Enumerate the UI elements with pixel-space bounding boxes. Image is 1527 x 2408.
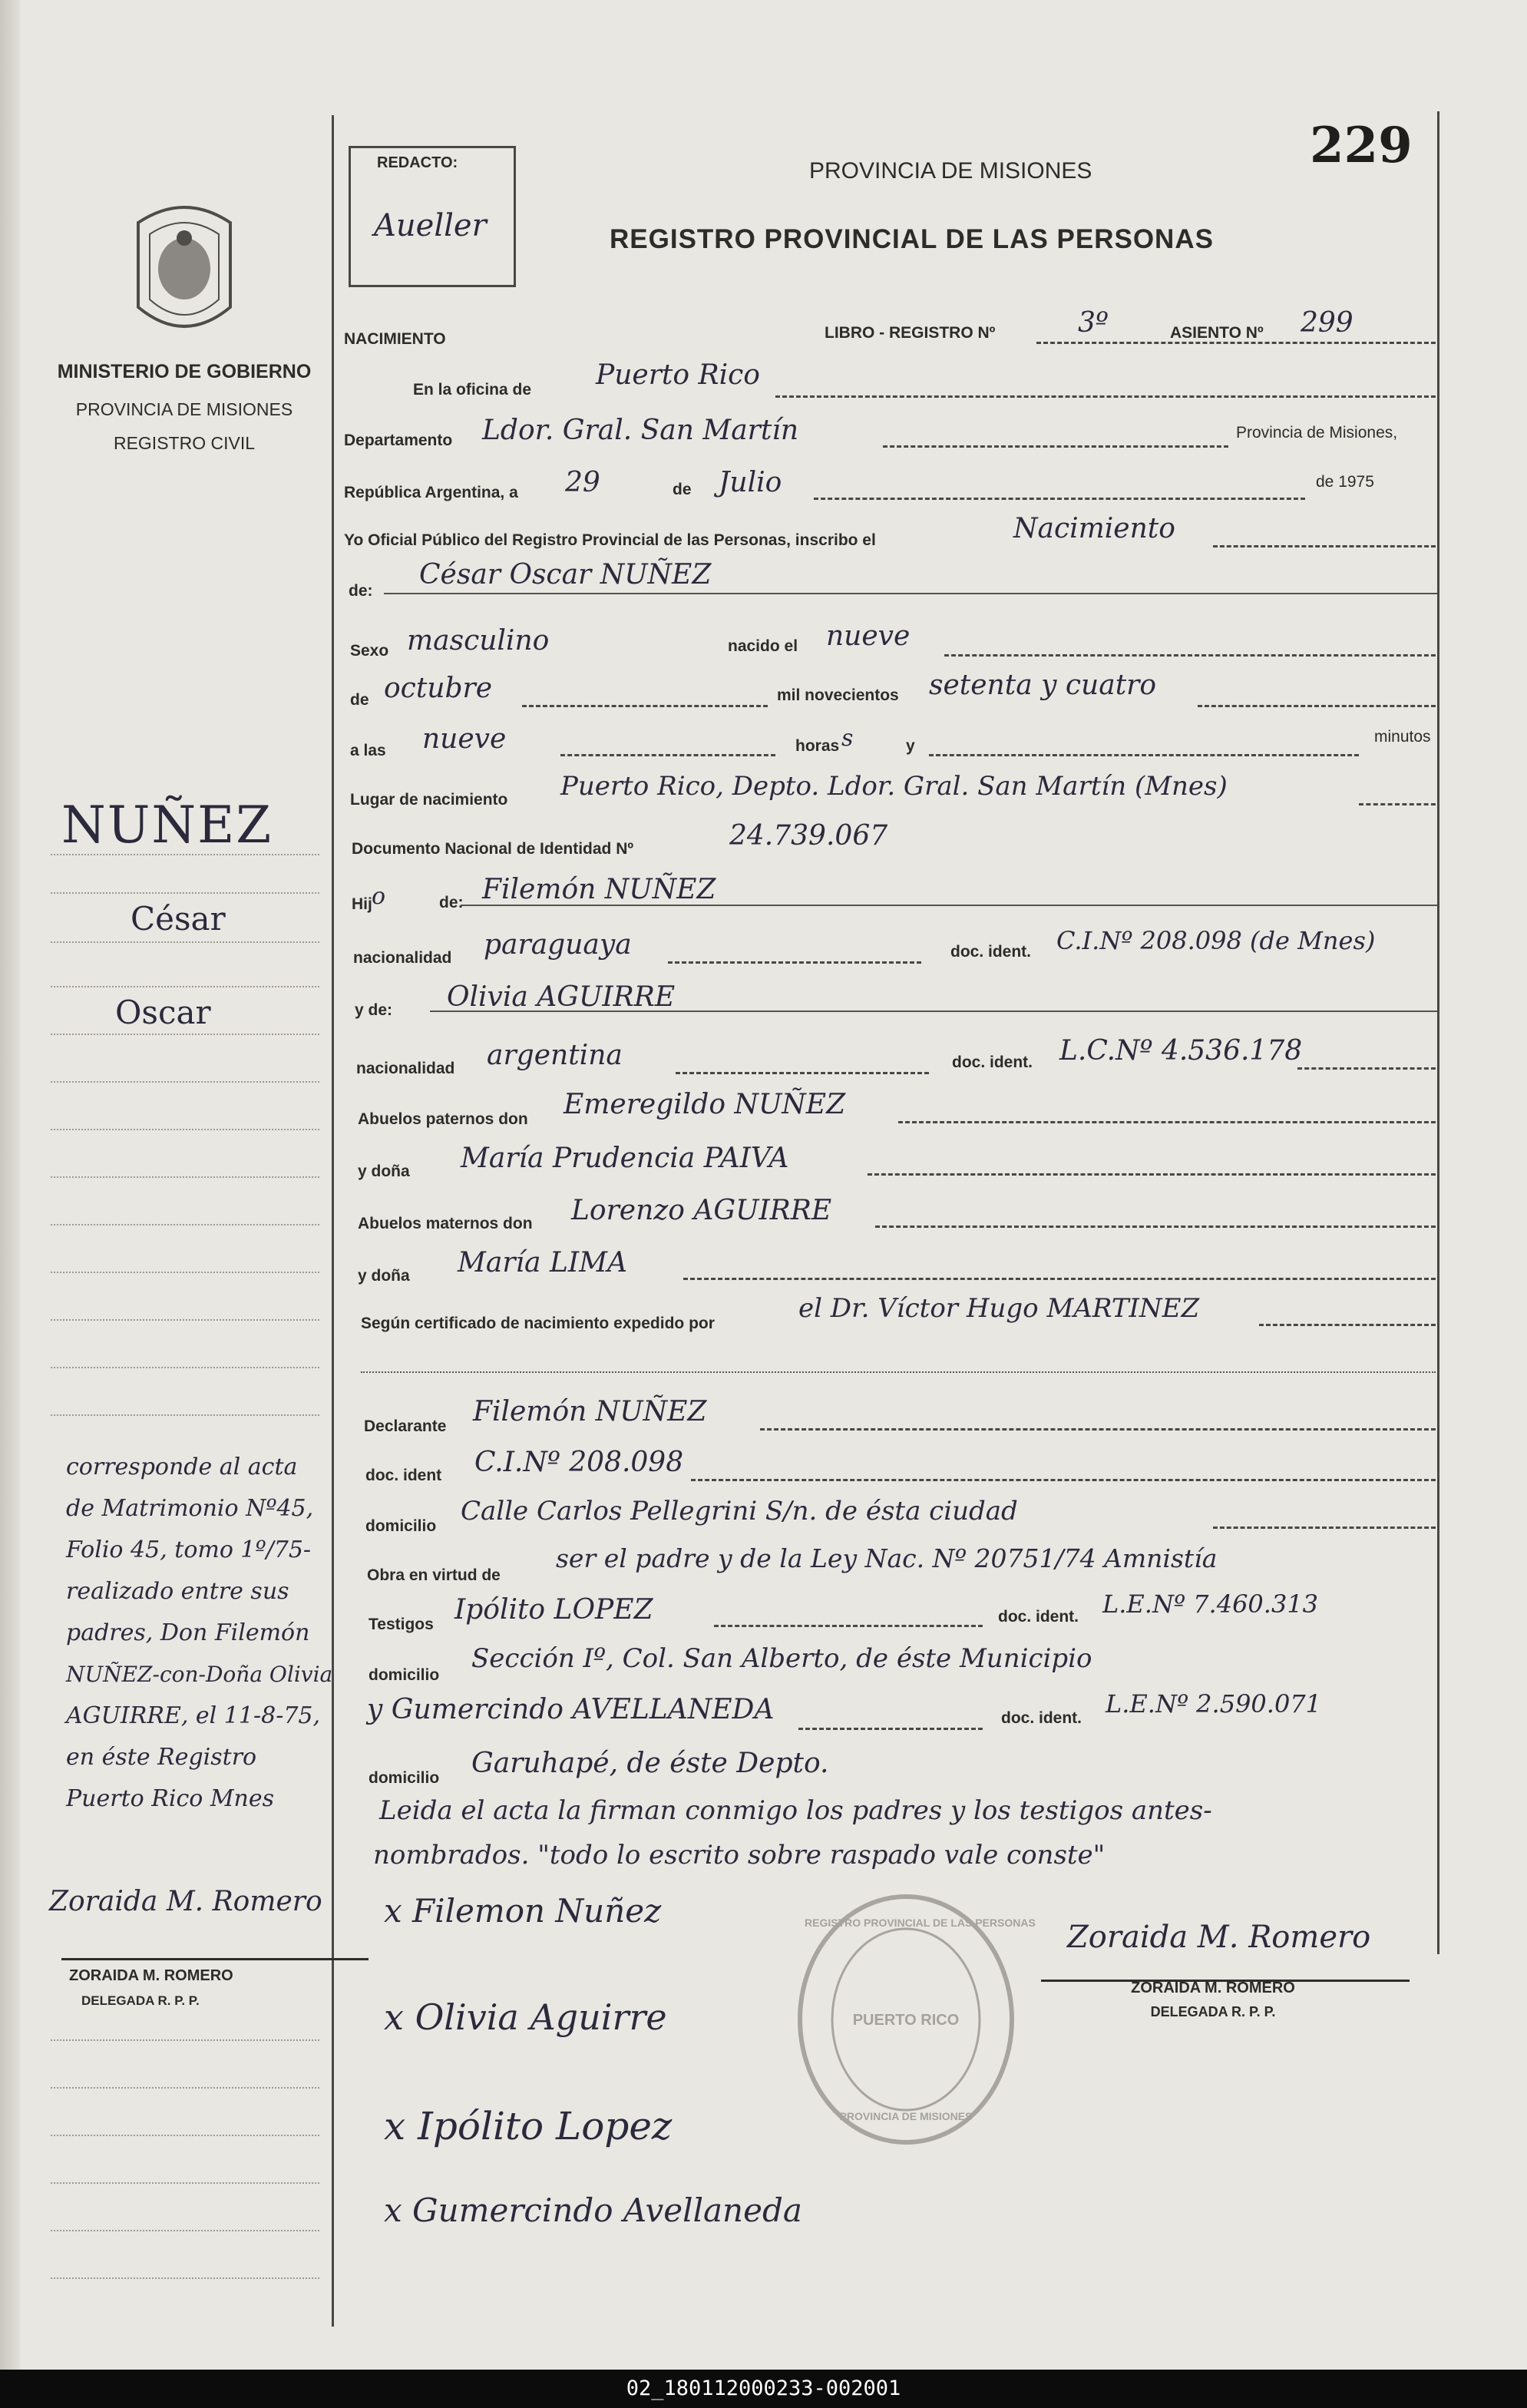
lugar-label: Lugar de nacimiento — [350, 791, 508, 809]
dotted-fill — [1297, 1067, 1436, 1070]
obra-label: Obra en virtud de — [367, 1566, 501, 1584]
y-de-label: y de: — [355, 1001, 393, 1019]
doc-ident-label: doc. ident. — [952, 1054, 1033, 1071]
margin-line — [51, 1414, 319, 1416]
margin-line — [51, 986, 319, 987]
margin-stamp-role: DELEGADA R. P. P. — [81, 1993, 200, 2008]
dotted-fill — [775, 395, 1436, 398]
margin-note-line: realizado entre sus — [66, 1578, 289, 1605]
witness2-signature: x Gumercindo Avellaneda — [384, 2191, 802, 2229]
ministry-province: PROVINCIA DE MISIONES — [75, 399, 293, 419]
margin-line — [51, 1272, 319, 1273]
official-stamp-role: DELEGADA R. P. P. — [1150, 2004, 1276, 2019]
witness1-name: Ipólito LOPEZ — [454, 1594, 653, 1626]
day-value: 29 — [565, 467, 600, 498]
birth-year-value: setenta y cuatro — [929, 670, 1157, 701]
nacido-value: nueve — [826, 620, 911, 652]
margin-line — [51, 1224, 319, 1226]
horas-label: horas — [795, 737, 840, 755]
margin-line — [51, 2182, 319, 2184]
domicilio-label: domicilio — [365, 1517, 437, 1535]
hour-value: nueve — [422, 723, 507, 755]
month-value: Julio — [719, 467, 782, 498]
dotted-fill — [1359, 803, 1436, 805]
margin-note-line: Puerto Rico Mnes — [66, 1785, 275, 1812]
obra-value: ser el padre y de la Ley Nac. Nº 20751/74 Amnistía — [556, 1543, 1218, 1573]
departamento-value: Ldor. Gral. San Martín — [482, 415, 799, 446]
margin-note-line: de Matrimonio Nº45, — [66, 1495, 314, 1522]
dni-value: 24.739.067 — [729, 820, 888, 852]
asiento-value: 299 — [1301, 307, 1353, 339]
margin-note-line: AGUIRRE, el 11-8-75, — [66, 1702, 321, 1729]
dotted-fill — [898, 1121, 1436, 1123]
y-dona-label: y doña — [358, 1163, 410, 1180]
registry-title: REGISTRO PROVINCIAL DE LAS PERSONAS — [610, 224, 1214, 254]
witness1-doc: L.E.Nº 7.460.313 — [1102, 1589, 1319, 1619]
declarante-value: Filemón NUÑEZ — [473, 1396, 707, 1427]
nacido-label: nacido el — [728, 637, 798, 655]
image-id-footer: 02_180112000233-002001 — [0, 2370, 1527, 2408]
margin-line — [51, 2135, 319, 2136]
dotted-fill — [944, 654, 1436, 657]
dotted-fill — [714, 1625, 983, 1627]
dotted-fill — [1213, 545, 1436, 547]
father-nationality: paraguaya — [484, 929, 632, 961]
a-las-label: a las — [350, 742, 386, 759]
rule — [384, 593, 1437, 594]
margin-line — [51, 1129, 319, 1130]
margin-line — [51, 1034, 319, 1035]
doc-ident-label: doc. ident. — [998, 1608, 1079, 1626]
margin-signature: Zoraida M. Romero — [49, 1886, 322, 1917]
witness1-domicilio: Sección Iº, Col. San Alberto, de éste Municipio — [471, 1643, 1092, 1674]
decl-doc-label: doc. ident — [365, 1467, 442, 1484]
birth-month-value: octubre — [384, 673, 493, 704]
margin-line — [51, 892, 319, 894]
witness2-name: y Gumercindo AVELLANEDA — [367, 1694, 775, 1725]
y-label: y — [906, 737, 915, 755]
doc-ident-label: doc. ident. — [1001, 1709, 1082, 1727]
segun-label: Según certificado de nacimiento expedido por — [361, 1315, 715, 1332]
abuelos-maternos-label: Abuelos maternos don — [358, 1215, 533, 1232]
dotted-fill — [929, 754, 1359, 756]
oficial-label: Yo Oficial Público del Registro Provincial de las Personas, inscribo el — [344, 531, 876, 549]
dotted-fill — [1213, 1526, 1436, 1529]
coat-of-arms-seal — [123, 192, 246, 346]
dotted-fill — [883, 445, 1228, 448]
provincia-label: Provincia de Misiones, — [1236, 424, 1398, 442]
margin-surname: NUÑEZ — [61, 796, 273, 855]
witness2-doc: L.E.Nº 2.590.071 — [1106, 1689, 1322, 1718]
dotted-fill — [676, 1072, 929, 1074]
decl-domicilio-value: Calle Carlos Pellegrini S/n. de ésta ciudad — [461, 1496, 1018, 1526]
maternal-grandmother: María LIMA — [458, 1247, 627, 1278]
rule — [461, 905, 1437, 906]
child-name: César Oscar NUÑEZ — [419, 559, 712, 590]
lugar-value: Puerto Rico, Depto. Ldor. Gral. San Martín (Mnes) — [560, 771, 1228, 802]
y-dona-label: y doña — [358, 1267, 410, 1285]
margin-note-line: Folio 45, tomo 1º/75- — [66, 1536, 312, 1563]
margin-note-line: NUÑEZ-con-Doña Olivia — [66, 1662, 333, 1687]
margin-note-line: corresponde al acta — [66, 1454, 298, 1480]
sexo-label: Sexo — [350, 642, 389, 660]
margin-note — [66, 1447, 358, 1820]
dotted-fill — [814, 498, 1305, 500]
republica-label: República Argentina, a — [344, 484, 518, 501]
departamento-label: Departamento — [344, 432, 453, 449]
right-rule — [1437, 111, 1439, 1954]
margin-first-name: César — [131, 900, 226, 938]
margin-stamp-name: ZORAIDA M. ROMERO — [69, 1967, 233, 1984]
dni-label: Documento Nacional de Identidad Nº — [352, 840, 634, 858]
margin-line — [51, 1081, 319, 1083]
mother-name: Olivia AGUIRRE — [447, 981, 676, 1013]
dotted-fill — [1198, 705, 1436, 707]
libro-value: 3º — [1078, 307, 1109, 339]
margin-rule — [332, 115, 334, 2327]
rule — [361, 1371, 1436, 1373]
mil-label: mil novecientos — [777, 686, 899, 704]
acto-value: Nacimiento — [1013, 513, 1175, 544]
year-label: de 1975 — [1316, 473, 1374, 491]
margin-second-name: Oscar — [115, 994, 211, 1031]
witness1-signature: x Ipólito Lopez — [384, 2104, 673, 2148]
page-edge — [0, 0, 20, 2370]
paternal-grandmother: María Prudencia PAIVA — [461, 1143, 789, 1174]
margin-line — [51, 2039, 319, 2041]
maternal-grandfather: Lorenzo AGUIRRE — [571, 1195, 832, 1226]
record-type-label: NACIMIENTO — [344, 330, 446, 348]
hijo-de-label: de: — [439, 894, 464, 911]
asiento-label: ASIENTO Nº — [1170, 324, 1264, 342]
de-month-label: de — [350, 691, 369, 709]
margin-line — [51, 2230, 319, 2231]
redacto-box — [349, 146, 516, 287]
closing-line-1: Leida el acta la firman conmigo los padres y los testigos antes- — [379, 1795, 1212, 1826]
rule — [430, 1011, 1437, 1012]
official-signature: Zoraida M. Romero — [1067, 1920, 1371, 1955]
decl-doc-value: C.I.Nº 208.098 — [474, 1447, 684, 1478]
dotted-fill — [668, 961, 921, 964]
round-stamp-mid: PUERTO RICO — [852, 2012, 960, 2029]
dotted-fill — [875, 1226, 1436, 1228]
page-number: 229 — [1310, 117, 1413, 174]
margin-note-line: en éste Registro — [66, 1744, 257, 1771]
segun-value: el Dr. Víctor Hugo MARTINEZ — [798, 1293, 1200, 1324]
nacionalidad-label: nacionalidad — [353, 949, 452, 967]
mother-doc: L.C.Nº 4.536.178 — [1059, 1035, 1303, 1067]
dotted-fill — [560, 754, 775, 756]
redacto-label: REDACTO: — [377, 154, 458, 171]
margin-line — [51, 1319, 319, 1321]
margin-line — [51, 2277, 319, 2279]
oficina-value: Puerto Rico — [596, 359, 760, 391]
redacto-value: Aueller — [374, 208, 487, 243]
nacionalidad-label: nacionalidad — [356, 1060, 455, 1077]
domicilio-label: domicilio — [369, 1769, 440, 1787]
domicilio-label: domicilio — [369, 1666, 440, 1684]
dotted-fill — [1036, 342, 1436, 344]
doc-ident-label: doc. ident. — [950, 943, 1031, 961]
rule — [61, 1958, 369, 1960]
margin-line — [51, 1176, 319, 1178]
paternal-grandfather: Emeregildo NUÑEZ — [564, 1089, 846, 1120]
margin-line — [51, 2087, 319, 2089]
testigos-label: Testigos — [369, 1616, 434, 1633]
official-stamp-name: ZORAIDA M. ROMERO — [1131, 1980, 1295, 1996]
father-name: Filemón NUÑEZ — [482, 874, 716, 905]
de-label: de — [673, 481, 692, 498]
dotted-fill — [683, 1278, 1436, 1280]
oficina-label: En la oficina de — [413, 381, 532, 399]
round-stamp-top: REGISTRO PROVINCIAL DE LAS PERSONAS — [805, 1917, 1036, 1929]
ministry-civil-registry: REGISTRO CIVIL — [113, 433, 256, 453]
ministry-name: MINISTERIO DE GOBIERNO — [57, 361, 312, 382]
margin-line — [51, 941, 319, 943]
dotted-fill — [868, 1173, 1436, 1176]
father-signature: x Filemon Nuñez — [384, 1892, 662, 1930]
mother-nationality: argentina — [487, 1040, 623, 1071]
dotted-fill — [1259, 1324, 1436, 1326]
round-stamp-bottom: PROVINCIA DE MISIONES — [839, 2110, 973, 2122]
hijo-label: Hij — [352, 895, 372, 913]
closing-line-2: nombrados. "todo lo escrito sobre raspado vale conste" — [373, 1840, 1106, 1871]
horas-s: s — [841, 725, 854, 752]
hijo-suffix: o — [372, 883, 386, 910]
province-heading: PROVINCIA DE MISIONES — [809, 158, 1092, 184]
minutos-label: minutos — [1374, 728, 1431, 746]
witness2-domicilio: Garuhapé, de éste Depto. — [471, 1748, 829, 1779]
dotted-fill — [798, 1728, 983, 1730]
dotted-fill — [760, 1428, 1436, 1431]
margin-note-line: padres, Don Filemón — [66, 1619, 310, 1646]
dotted-fill — [522, 705, 768, 707]
father-doc: C.I.Nº 208.098 (de Mnes) — [1056, 926, 1376, 955]
de-name-label: de: — [349, 582, 373, 600]
dotted-fill — [691, 1479, 1436, 1481]
abuelos-paternos-label: Abuelos paternos don — [358, 1110, 528, 1128]
mother-signature: x Olivia Aguirre — [384, 1996, 667, 2038]
libro-label: LIBRO - REGISTRO Nº — [825, 324, 996, 342]
sexo-value: masculino — [407, 625, 550, 657]
margin-line — [51, 1367, 319, 1368]
declarante-label: Declarante — [364, 1417, 447, 1435]
